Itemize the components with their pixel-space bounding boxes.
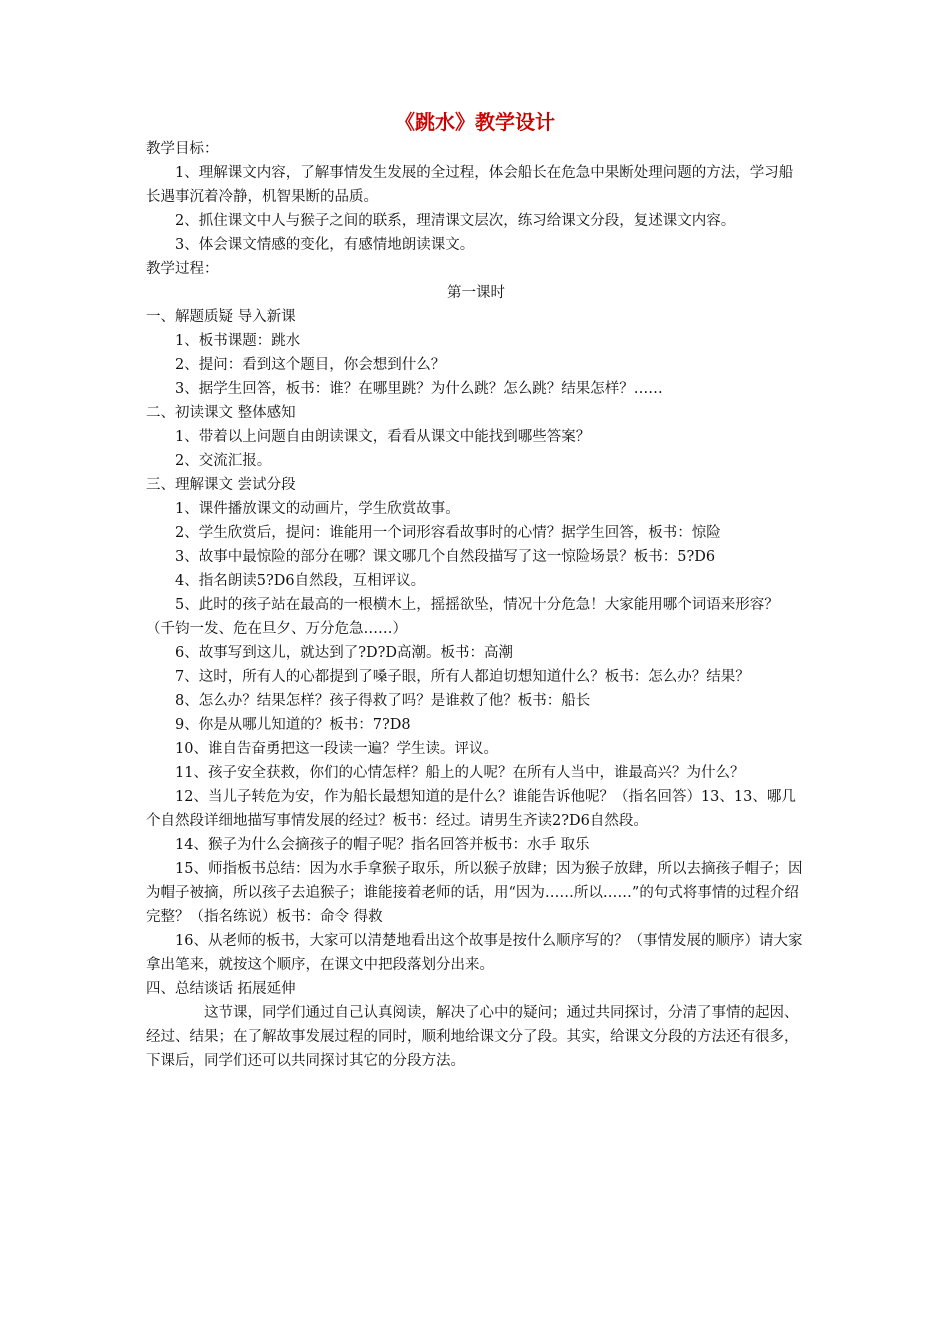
- step-item: 15、师指板书总结：因为水手拿猴子取乐，所以猴子放肆；因为猴子放肆，所以去摘孩子帽子；因为帽子被摘，所以孩子去追猴子；谁能接着老师的话，用“因为……所以……”的句式将事情的过程介绍完整？（指名练说）板书：命令 得救: [146, 861, 803, 925]
- step-item: 7、这时，所有人的心都提到了嗓子眼，所有人都迫切想知道什么？板书：怎么办？结果？: [175, 669, 750, 685]
- section-heading: 教学目标：: [146, 141, 219, 157]
- document-body: [146, 137, 806, 1073]
- part-heading: 二、初读课文 整体感知: [146, 405, 296, 421]
- step-item: 1、带着以上问题自由朗读课文，看看从课文中能找到哪些答案？: [175, 429, 591, 445]
- part-heading: 三、理解课文 尝试分段: [146, 477, 296, 493]
- summary-paragraph: 这节课，同学们通过自己认真阅读，解决了心中的疑问；通过共同探讨，分清了事情的起因、经过、结果；在了解故事发展过程的同时，顺利地给课文分了段。其实，给课文分段的方法还有很多，下课后，同学们还可以共同探讨其它的分段方法。: [146, 1005, 799, 1069]
- objective-item: 1、理解课文内容，了解事情发生发展的全过程，体会船长在危急中果断处理问题的方法，学习船长遇事沉着冷静，机智果断的品质。: [146, 165, 794, 205]
- step-item: 2、学生欣赏后，提问：谁能用一个词形容看故事时的心情？据学生回答，板书：惊险: [175, 525, 721, 541]
- step-item: 5、此时的孩子站在最高的一根横木上，摇摇欲坠，情况十分危急！大家能用哪个词语来形容？（千钧一发、危在旦夕、万分危急……）: [146, 597, 779, 637]
- step-item: 2、提问：看到这个题目，你会想到什么？: [175, 357, 446, 373]
- step-item: 12、当儿子转危为安，作为船长最想知道的是什么？谁能告诉他呢？（指名回答）13、13、哪几个自然段详细地描写事情发展的经过？板书：经过。请男生齐读2?D6自然段。: [146, 789, 796, 829]
- step-item: 6、故事写到这儿，就达到了?D?D高潮。板书：高潮: [175, 645, 514, 661]
- step-item: 3、据学生回答，板书：谁？在哪里跳？为什么跳？怎么跳？结果怎样？……: [175, 381, 663, 397]
- step-item: 11、孩子安全获救，你们的心情怎样？船上的人呢？在所有人当中，谁最高兴？为什么？: [175, 765, 745, 781]
- objective-item: 2、抓住课文中人与猴子之间的联系，理清课文层次，练习给课文分段，复述课文内容。: [175, 213, 736, 229]
- step-item: 3、故事中最惊险的部分在哪？课文哪几个自然段描写了这一惊险场景？板书：5?D6: [175, 549, 716, 565]
- step-item: 16、从老师的板书，大家可以清楚地看出这个故事是按什么顺序写的？（事情发展的顺序）请大家拿出笔来，就按这个顺序，在课文中把段落划分出来。: [146, 933, 803, 973]
- step-item: 9、你是从哪儿知道的？板书：7?D8: [175, 717, 411, 733]
- step-item: 8、怎么办？结果怎样？孩子得救了吗？是谁救了他？板书：船长: [175, 693, 591, 709]
- step-item: 4、指名朗读5?D6自然段，互相评议。: [175, 573, 426, 589]
- objective-item: 3、体会课文情感的变化，有感情地朗读课文。: [175, 237, 475, 253]
- part-heading: 四、总结谈话 拓展延伸: [146, 981, 296, 997]
- section-heading: 教学过程：: [146, 261, 219, 277]
- step-item: 1、课件播放课文的动画片，学生欣赏故事。: [175, 501, 460, 517]
- part-heading: 一、解题质疑 导入新课: [146, 309, 296, 325]
- step-item: 14、猴子为什么会摘孩子的帽子呢？指名回答并板书：水手 取乐: [175, 837, 590, 853]
- document-title: 《跳水》教学设计: [395, 110, 555, 134]
- step-item: 2、交流汇报。: [175, 453, 272, 469]
- lesson-heading: 第一课时: [447, 285, 505, 301]
- step-item: 10、谁自告奋勇把这一段读一遍？学生读。评议。: [175, 741, 498, 757]
- step-item: 1、板书课题：跳水: [175, 333, 301, 349]
